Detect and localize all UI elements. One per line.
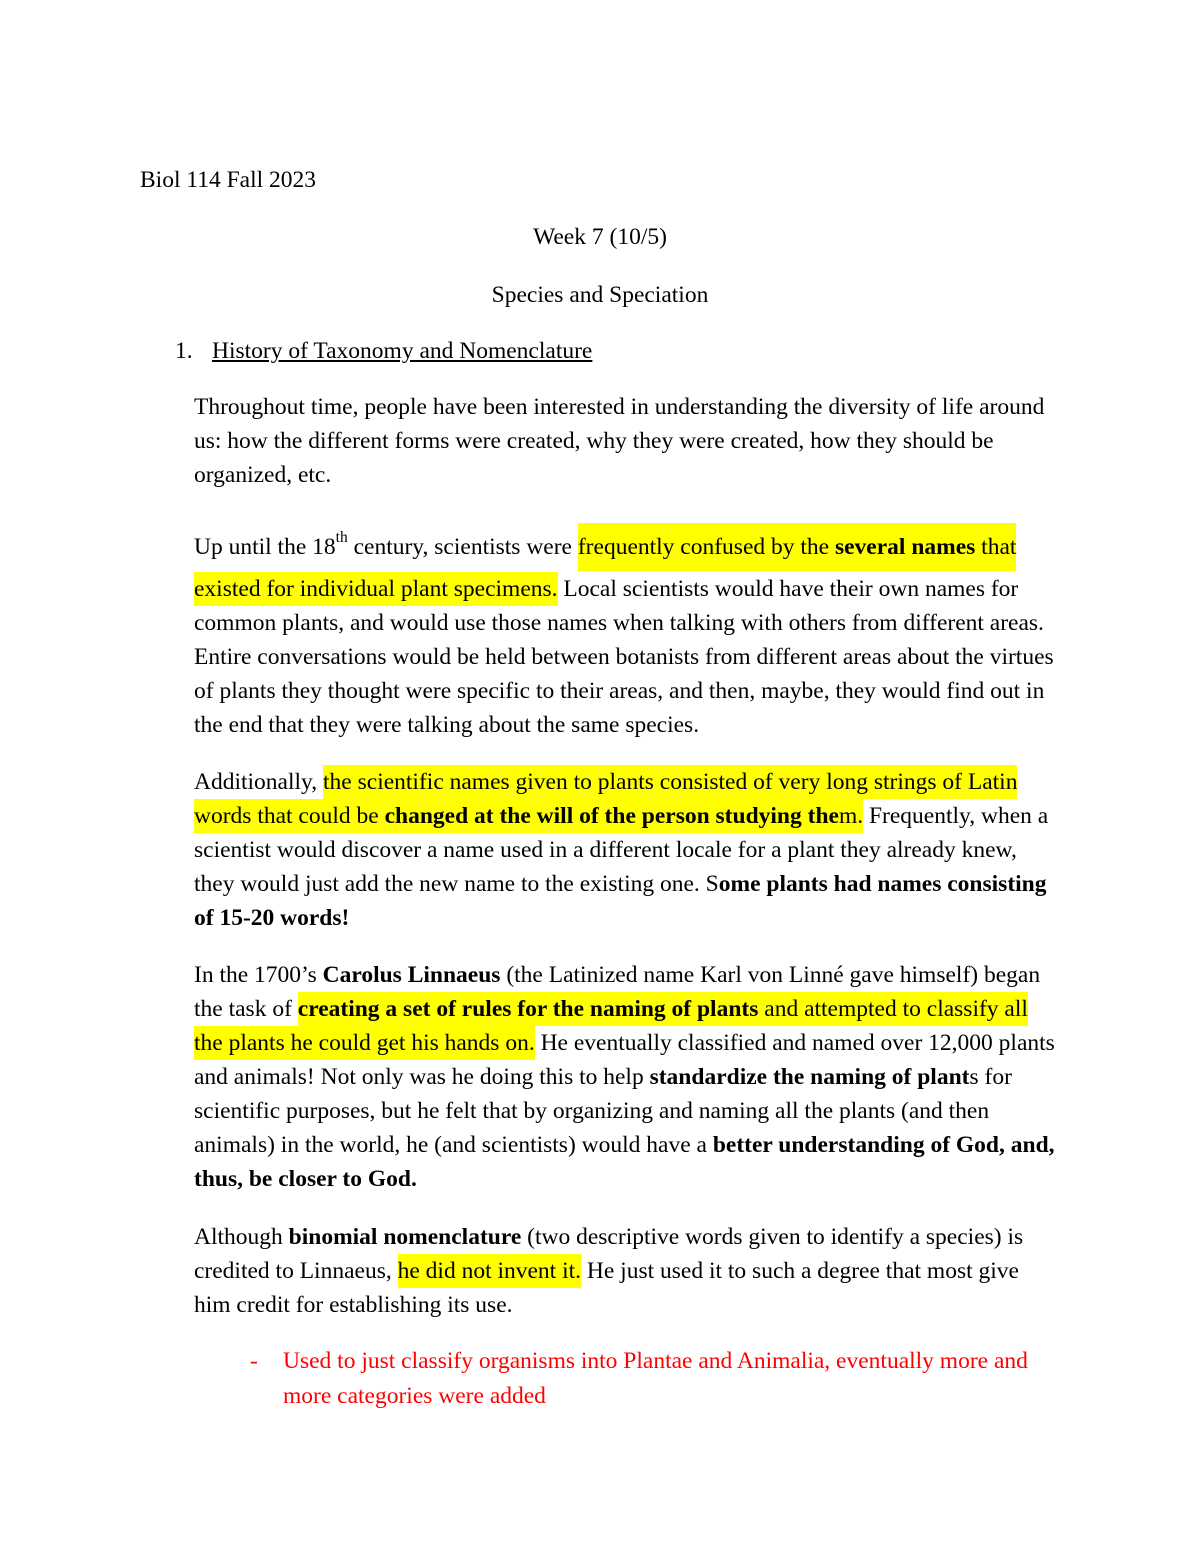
text-run: (the Latinized name Karl von Linné gave himself) began [500, 962, 1041, 988]
page-title: Species and Speciation [491, 282, 709, 308]
text-line [194, 1128, 1055, 1162]
paragraph-18th-century [194, 522, 1054, 742]
text-run: common plants, and would use those names when talking with others from different areas. [194, 610, 1044, 636]
highlighted-bold-text: changed at the will of the person studying the [385, 799, 839, 833]
text-line [194, 958, 1055, 992]
text-run: In the 1700’s [194, 962, 323, 988]
text-line [194, 1220, 1023, 1254]
highlighted-text: that [975, 523, 1016, 571]
highlighted-text: m. [839, 799, 863, 833]
text-run: and animals! Not only was he doing this to help [194, 1064, 650, 1090]
bold-text: of 15-20 words! [194, 905, 350, 931]
highlighted-text: existed for individual plant specimens. [194, 572, 558, 606]
bold-text: binomial nomenclature [288, 1224, 522, 1250]
course-label: Biol 114 Fall 2023 [140, 167, 317, 193]
section-number: 1. [175, 338, 193, 364]
text-run: organized, etc. [194, 462, 332, 488]
text-line [194, 867, 1048, 901]
text-run: Entire conversations would be held between botanists from different areas about the virtues [194, 644, 1054, 670]
text-run: credited to Linnaeus, [194, 1258, 398, 1284]
text-run: us: how the different forms were created, why they were created, how they should be [194, 428, 994, 454]
bold-text: better understanding of God, and, [712, 1132, 1055, 1158]
text-run: Throughout time, people have been interested in understanding the diversity of life around [194, 394, 1045, 420]
text-line [194, 572, 1054, 606]
bold-text: Carolus Linnaeus [322, 962, 501, 988]
text-line [194, 799, 1048, 833]
text-line [194, 1162, 1055, 1196]
text-run: century, scientists were [347, 534, 578, 560]
text-line [194, 606, 1054, 640]
paragraph-linnaeus [194, 958, 1055, 1196]
text-run: the end that they were talking about the same species. [194, 712, 700, 738]
text-run: Additionally, [194, 769, 324, 795]
text-run: (two descriptive words given to identify a species) is [521, 1224, 1024, 1250]
text-line [194, 901, 1048, 935]
superscript: th [335, 529, 348, 546]
text-run: scientific purposes, but he felt that by organizing and naming all the plants (and then [194, 1098, 990, 1124]
text-line [194, 640, 1054, 674]
text-run: He eventually classified and named over 12,000 plants [534, 1030, 1055, 1056]
text-run: the task of [194, 996, 298, 1022]
text-run: scientist would discover a name used in a different locale for a plant they already knew, [194, 837, 1017, 863]
text-line [194, 674, 1054, 708]
paragraph-diversity-intro [194, 390, 1044, 492]
bullet-marker: - [250, 1348, 258, 1374]
text-run: Up until the 18 [194, 534, 336, 560]
highlighted-text: and attempted to classify all [758, 992, 1028, 1026]
text-line [194, 424, 1044, 458]
highlighted-bold-text: creating a set of rules for the naming of plants [298, 992, 759, 1026]
text-run: s for [969, 1064, 1012, 1090]
text-line [194, 1060, 1055, 1094]
bullet-note [283, 1344, 1028, 1414]
text-line [194, 522, 1054, 572]
text-line [194, 992, 1055, 1026]
text-line [194, 1026, 1055, 1060]
text-run: animals) in the world, he (and scientists) would have a [194, 1132, 713, 1158]
highlighted-text: words that could be [194, 799, 385, 833]
bullet-text-line: Used to just classify organisms into Plantae and Animalia, eventually more and [283, 1348, 1028, 1374]
bullet-text-line: more categories were added [283, 1383, 546, 1409]
section-heading: History of Taxonomy and Nomenclature [212, 338, 593, 364]
text-line [194, 1254, 1023, 1288]
text-line [194, 1094, 1055, 1128]
text-run: He just used it to such a degree that most give [581, 1258, 1019, 1284]
highlighted-text: he did not invent it. [398, 1254, 581, 1288]
highlighted-text: the scientific names given to plants consisted of very long strings of Latin [323, 765, 1017, 799]
highlighted-text: frequently confused by the [578, 523, 835, 571]
bold-text: thus, be closer to God. [194, 1166, 417, 1192]
text-line [194, 708, 1054, 742]
paragraph-latin-names [194, 765, 1048, 935]
text-line [194, 1288, 1023, 1322]
bold-text: ome plants had names consisting [718, 871, 1047, 897]
text-line [194, 765, 1048, 799]
week-label: Week 7 (10/5) [533, 224, 667, 250]
text-run: Although [194, 1224, 289, 1250]
paragraph-binomial-nomenclature [194, 1220, 1023, 1322]
text-run: Frequently, when a [863, 803, 1049, 829]
text-line [194, 458, 1044, 492]
text-run: him credit for establishing its use. [194, 1292, 513, 1318]
highlighted-text: the plants he could get his hands on. [194, 1026, 535, 1060]
highlighted-bold-text: several names [835, 523, 975, 571]
bold-text: standardize the naming of plant [649, 1064, 970, 1090]
text-line [194, 390, 1044, 424]
text-run: Local scientists would have their own names for [557, 576, 1019, 602]
text-run: of plants they thought were specific to their areas, and then, maybe, they would find out in [194, 678, 1045, 704]
text-run: they would just add the new name to the existing one. S [194, 871, 719, 897]
text-line [194, 833, 1048, 867]
